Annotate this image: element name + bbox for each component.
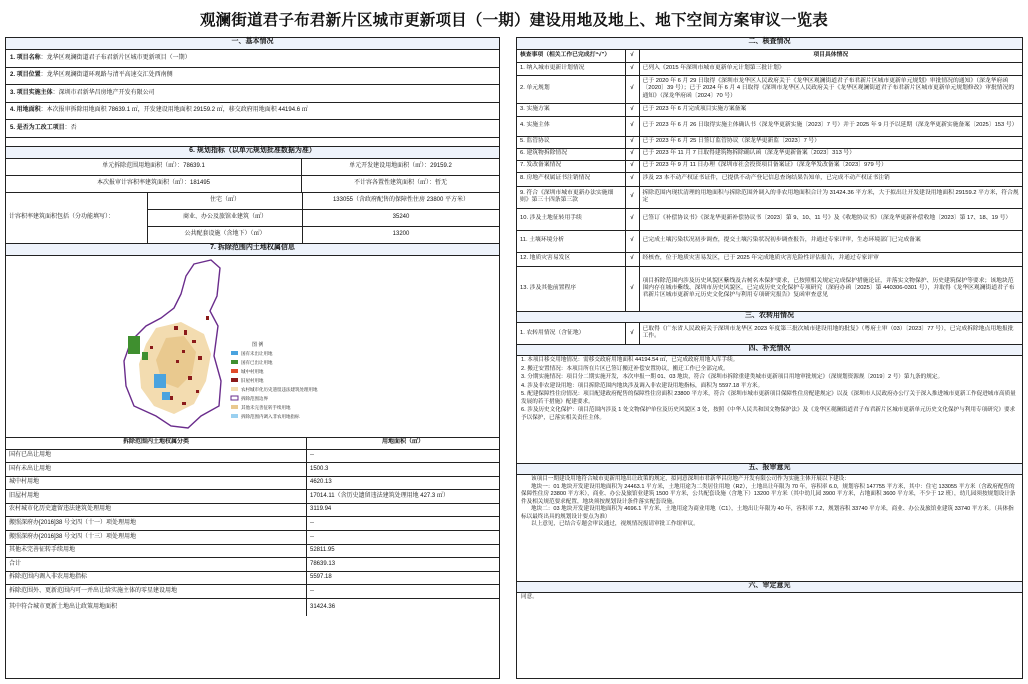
land-area: 17014.11（含历史遗留违法建筑处理用地 427.3 ㎡） [310,492,449,499]
legend-item: 其他未完善征转手续用地 [241,404,291,410]
land-table-row [6,490,499,504]
land-type: 旧屋村用地 [6,490,307,503]
land-area: 3119.94 [310,506,332,513]
section-plan-title: 6. 规划指标（以单元规划批准数据为准） [6,147,499,159]
check-detail: 已于 2023 年 6 月 25 日签订监管协议（深龙华更新监〔2023〕7 号） [639,136,1022,148]
check-detail: 已于 2023 年 11 月 7 日取得建筑物拆除确认函（深龙华更新备案〔2023〕313 号） [639,148,1022,160]
check-mark: √ [625,75,639,103]
basic-info-label: 4. 用地面积 [10,107,41,113]
check-detail: 已于 2023 年 6 月完成项目实施方案备案 [639,103,1022,116]
supplement-item: 5. 配建保障性住房情况：项目配建政府配售的保障性住房面积 23800 平方米，符合《深圳市城市更新项目保障性住房配建规定》以及《深圳市人民政府办公厅关于深入推进城市更新工作促进城市高质量发展的若干措施》配建要求。 [521,391,1016,405]
land-table-head-type: 拆除范围内土地权属分类 [6,438,307,449]
supplement-info [517,356,1022,464]
check-row [517,252,1022,266]
basic-info-value: ：否 [64,124,77,131]
land-table [6,450,499,617]
check-detail: 涉及 23 本不动产权证书证件，已提供不动产登记信息查询结果告知单，已完成不动产权证书注销 [639,172,1022,186]
check-item: 3. 实施方案 [517,103,625,116]
review-opinion [517,475,1022,582]
land-type: 合计 [6,558,307,571]
check-table [517,50,1022,312]
section-decision-title: 六、审定意见 [517,582,1022,593]
check-row [517,116,1022,136]
check-mark: √ [625,208,639,230]
check-detail: 已列入《2015 年深圳市城市更新单元计划第三批计划》 [639,62,1022,75]
land-area: 5597.18 [310,574,332,581]
check-row [517,172,1022,186]
far-building-area: 本次报审计容积率建筑面积（㎡）：181495 [6,176,302,192]
check-detail: 已于 2023 年 9 月 11 日办理《深圳市社会投资项目备案证》（深龙华发改备案〔2023〕979 号） [639,160,1022,172]
check-item: 12. 地质灾害易发区 [517,252,625,266]
land-area: 52811.95 [310,547,335,554]
land-type: 拆除范围内调入非农用地指标 [6,572,307,585]
far-function: 商业、办公及旅馆业建筑（㎡） [148,210,303,226]
land-map [6,256,499,438]
page-title: 观澜街道君子布君新片区城市更新项目（一期）建设用地及地上、地下空间方案审议一览表 [199,10,828,29]
land-table-row [6,531,499,545]
check-item: 2. 单元规划 [517,75,625,103]
non-agri-land-2 [162,392,170,400]
legend-item: 农村城市化历史遗留违法建筑处理用地 [241,386,318,392]
check-item: 8. 房地产权属证书注销情况 [517,172,625,186]
land-table-row [6,599,499,616]
non-far-building-area: 不计容各置性建筑面积（㎡）：暂无 [353,179,447,186]
check-item: 6. 建筑物拆除情况 [517,148,625,160]
supplement-item: 3. 分期实施情况：项目分二期实施开发，本次申报一期 01、03 地块，符合《深圳市拆除重建类城市更新项目用地审批规定》（深规划资源规〔2019〕2 号）第九条的规定。 [521,374,944,381]
land-table-row [6,558,499,572]
check-head-detail: 项目具体情况 [639,50,1022,62]
land-table-row [6,504,499,518]
basic-info-row [6,50,499,68]
basic-info-row [6,68,499,86]
section-check-title: 二、核查情况 [517,38,1022,50]
check-mark: √ [625,62,639,75]
check-row [517,266,1022,311]
check-head-mark: √ [625,50,639,62]
check-detail: 经核查，位于地质灾害易发区，已于 2025 年完成地质灾害危险性评估报告，并通过专家评审 [639,252,1022,266]
section-farm-title: 三、农转用情况 [517,312,1022,323]
far-function: 住宅（㎡） [148,193,303,209]
legend-item: 国有未出让用地 [241,350,273,356]
far-breakdown-row [148,193,499,210]
check-row [517,160,1022,172]
check-item: 1. 纳入城市更新计划情况 [517,62,625,75]
check-row [517,103,1022,116]
check-item: 5. 监管协议 [517,136,625,148]
land-table-row [6,517,499,531]
right-panel [516,37,1023,679]
basic-info-value: ：龙华区观澜街道君子布君新片区城市更新项目（一期） [40,54,191,61]
land-type: 国有未出让用地 [6,463,307,476]
farm-table [517,323,1022,346]
supplement-item: 4. 涉及非农建设用地：项目拆除范围内地块涉及调入非农建设用地指标，面积为 5597.18 平方米。 [521,382,764,389]
unit-demolition-area: 单元拆除范围用地面积（㎡）：78639.1 [6,159,302,175]
land-type: 城中村用地 [6,477,307,490]
far-breakdown-row [148,227,499,243]
check-mark: √ [625,136,639,148]
check-row [517,148,1022,160]
check-mark: √ [625,148,639,160]
check-mark: √ [625,116,639,136]
land-table-row [6,572,499,586]
check-detail: 已于 2020 年 6 月 29 日取得《深圳市龙华区人民政府关于《龙华区观澜街道君子布君新片区城市更新单元规划》审批情况的通知》（深龙华府函〔2020〕39 号）；已于 2024 年 6 月 4 日取得《深圳市龙华区人民政府关于《龙华区观澜街道君子布君新片区城市更新单元规划修改》审批情况的通知》（深龙华府函〔2024〕70 号） [639,75,1022,103]
check-detail: 项目拆除范围内涉及历史风貌区紫线及古树名木保护要求，已按照相关规定完成保护措施论证，并落实文物保护、历史建筑保护等要求；该地块范围内存在城市紫线、深圳市历史风貌区，已完成历史文化保护专项研究（深府办函〔2025〕第 440306-0301 号），并取得《龙华区观澜街道君子布君新片区城市更新单元历史文化保护与利用专项研究报告》复函审查意见 [639,266,1022,311]
basic-info-row [6,103,499,121]
section-land-title: 7. 拆除范围内土地权属信息 [6,244,499,256]
opinion-paragraph: 地块一：01 地块开发建设用地面积为 24463.1 平方米，土地用途为二类居住用地（R2），土地出让年限为 70 年，容积率 6.0，规划容积 147755 平方米，其中：住宅 133055 平方米（含政府配售的保障性住房 23800 平方米），商业、办公及旅馆业建筑 1500 平方米，公共配套设施（含地下）13200 平方米（其中幼儿园 3900 平方米，占地面积 3600 平方米，不少于 12 班），幼儿园须按规划设计条件及相关规范要求配置，地块须按规划设计条件落实配套设施。 [521,483,1016,505]
far-function-area: 13200 [392,230,410,237]
land-table-row [6,450,499,464]
basic-info-value: ：本次报审拆除用地面积 78639.1 ㎡，开发建设用地面积 29159.2 ㎡，移交政府用地面积 44194.6 ㎡ [40,107,308,113]
basic-info-value: ：深圳市君新华昌房地产开发有限公司 [52,89,155,96]
basic-info-label: 5. 是否为工改工项目 [10,124,65,131]
land-area: 1500.3 [310,465,329,472]
far-breakdown-row [148,210,499,227]
check-mark: √ [625,103,639,116]
spacer [6,138,499,147]
legend-item: 国有已出让用地 [241,359,273,365]
section-opinion-title: 五、报审意见 [517,464,1022,475]
check-detail: 拆除范围内现状清理的用地面积与拆除范围外调入的非农用地面积合计为 31424.36 平方米，大于拟出让开发建设用地面积 29159.2 平方米，符合规定 [639,186,1022,208]
check-mark: √ [625,160,639,172]
check-mark: √ [625,252,639,266]
land-area: 78639.13 [310,560,336,567]
supplement-item: 1. 本项目移交用地情况：需移交政府用地面积 44194.54 ㎡，已完成政府用地入库手续。 [521,357,739,363]
land-type: 国有已出让用地 [6,450,307,463]
check-item: 4. 实施主体 [517,116,625,136]
land-area: -- [310,520,314,527]
far-function-area: 35240 [392,213,410,220]
land-area: 31424.36 [310,603,336,610]
land-area: -- [310,452,314,459]
section-supplement-title: 四、补充情况 [517,345,1022,356]
check-detail: 已于 2023 年 6 月 26 日取得实施主体确认书（深龙华更新实施〔2023〕7 号）并于 2025 年 9 月予以延期（深龙华更新实施备案〔2025〕153 号） [639,116,1022,136]
check-mark: √ [625,172,639,186]
check-row [517,75,1022,103]
check-detail: 已签订《补偿协议书》《深龙华更新补偿协议书〔2023〕第 9、10、11 号》及《收地协议书》（深龙华更新补偿收地〔2023〕第 17、18、19 号） [639,208,1022,230]
far-function-area: 133055（含政府配售的保障性住房 23800 平方米） [332,196,470,203]
state-land-unsold [128,336,140,354]
land-area: 4620.13 [310,479,332,486]
far-breakdown [148,193,499,243]
decision-text: 同意。 [521,594,538,600]
check-row [517,62,1022,75]
supplement-item: 6. 涉及历史文化保护：项目范围内涉及 1 处文物保护单位及历史风貌区 3 处，按照《中华人民共和国文物保护法》及《龙华区观澜街道君子布君新片区城市更新单元历史文化保护与利用专项研究》要求予以保护，已落实相关责任主体。 [521,407,1016,421]
map-legend [241,341,318,420]
land-table-row [6,463,499,477]
land-type: 拆除范围外、更新范围内可一并出让给实施主体的零星建设用地 [6,585,307,598]
land-type: 搬照深府办[2016]38 号文四（十一）项处理用地 [6,517,307,530]
check-item: 9. 符合《深圳市城市更新办法实施细则》第三十四条第三款 [517,186,625,208]
land-area: -- [310,533,314,540]
opinion-paragraph: 以上意见，已结合专题会审议通过，视规情况报请审批工作组审议。 [531,521,699,528]
supplement-item: 2. 搬迁安置情况：本项目所在片区已签订搬迁补偿安置协议，搬迁工作已全部完成。 [521,365,729,372]
opinion-paragraph: 地块二：03 地块开发建设用地面积为 4696.1 平方米，土地用途为商业用地（C1），土地出让年限为 40 年，容积率 7.2，规划容积 33740 平方米，商业、办公及旅馆业建筑 33740 平方米。（具体指标以最终出具的规划设计要点为准） [521,506,1014,520]
basic-info-label: 2. 项目位置 [10,72,41,78]
left-panel [5,37,500,679]
check-mark: √ [625,186,639,208]
land-area: -- [310,587,314,594]
legend-title: 图 例 [252,341,264,348]
unit-development-area: 单元开发建设用地面积（㎡）：29159.2 [349,162,452,169]
check-row [517,208,1022,230]
legend-item: 旧屋村用地 [241,377,264,383]
land-type: 农村城市化历史遗留违法建筑处理用地 [6,504,307,517]
basic-info-label: 3. 项目实施主体 [10,89,53,96]
basic-info-label: 1. 项目名称 [10,54,41,61]
opinion-paragraph: 该项目一期建设用地符合城市更新用地出让政策的规定，拟同意深圳市君新华昌房地产开发有限公司作为实施主体开展以下建设： [531,476,850,482]
check-item: 13. 涉及其他前置程序 [517,266,625,311]
check-mark: √ [625,266,639,311]
check-detail: 已完成土壤污染状况初步调查，提交土壤污染状况初步调查报告，并通过专家评审，生态环境部门已完成备案 [639,230,1022,252]
check-item: 10. 涉及土地征转用手续 [517,208,625,230]
check-row [517,230,1022,252]
check-item: 11. 土壤环境分析 [517,230,625,252]
legend-item: 拆除范围内调入非农用地指标 [241,413,300,419]
check-mark: √ [625,230,639,252]
far-function: 公共配套设施（含地下）（㎡） [148,227,303,243]
basic-info-row [6,85,499,103]
non-agri-land [154,374,166,388]
check-row [517,186,1022,208]
land-ownership-map [6,256,499,437]
section-basic-title: 一、基本情况 [6,38,499,50]
legend-item: 拆除范围边界 [241,395,268,401]
farm-detail: 已取得《广东省人民政府关于深圳市龙华区 2023 年度第三批次城市建设用地的批复》（粤府土审（03）〔2023〕77 号），已完成拆除地点用地报批工作。 [639,323,1022,345]
land-table-row [6,545,499,559]
check-head-item: 核查事项（相关工作已完成打“√”） [517,50,625,62]
land-type: 搬照深府办[2016]38 号文四（十三）项处理用地 [6,531,307,544]
land-table-row [6,477,499,491]
farm-mark: √ [625,323,639,345]
land-table-row [6,585,499,599]
basic-info-value: ：龙华区观澜街道环观路与清平高速交汇处西南侧 [40,72,173,78]
state-land-unsold-2 [142,352,148,360]
land-type: 其他未完善征转手续用地 [6,545,307,558]
far-breakdown-label: 计容积率建筑面积包括（分功能填写）： [6,193,148,243]
check-item: 7. 发改备案情况 [517,160,625,172]
check-table-head [517,50,1022,62]
basic-info-row [6,120,499,138]
legend-item: 城中村用地 [241,368,264,374]
check-row [517,136,1022,148]
basic-info [6,50,499,138]
land-type: 其中符合城市更新土地出让政策用地面积 [6,599,307,616]
land-table-head-area: 用地面积（㎡） [381,439,424,446]
farm-item: 1. 农转用情况（含征地） [517,323,625,345]
